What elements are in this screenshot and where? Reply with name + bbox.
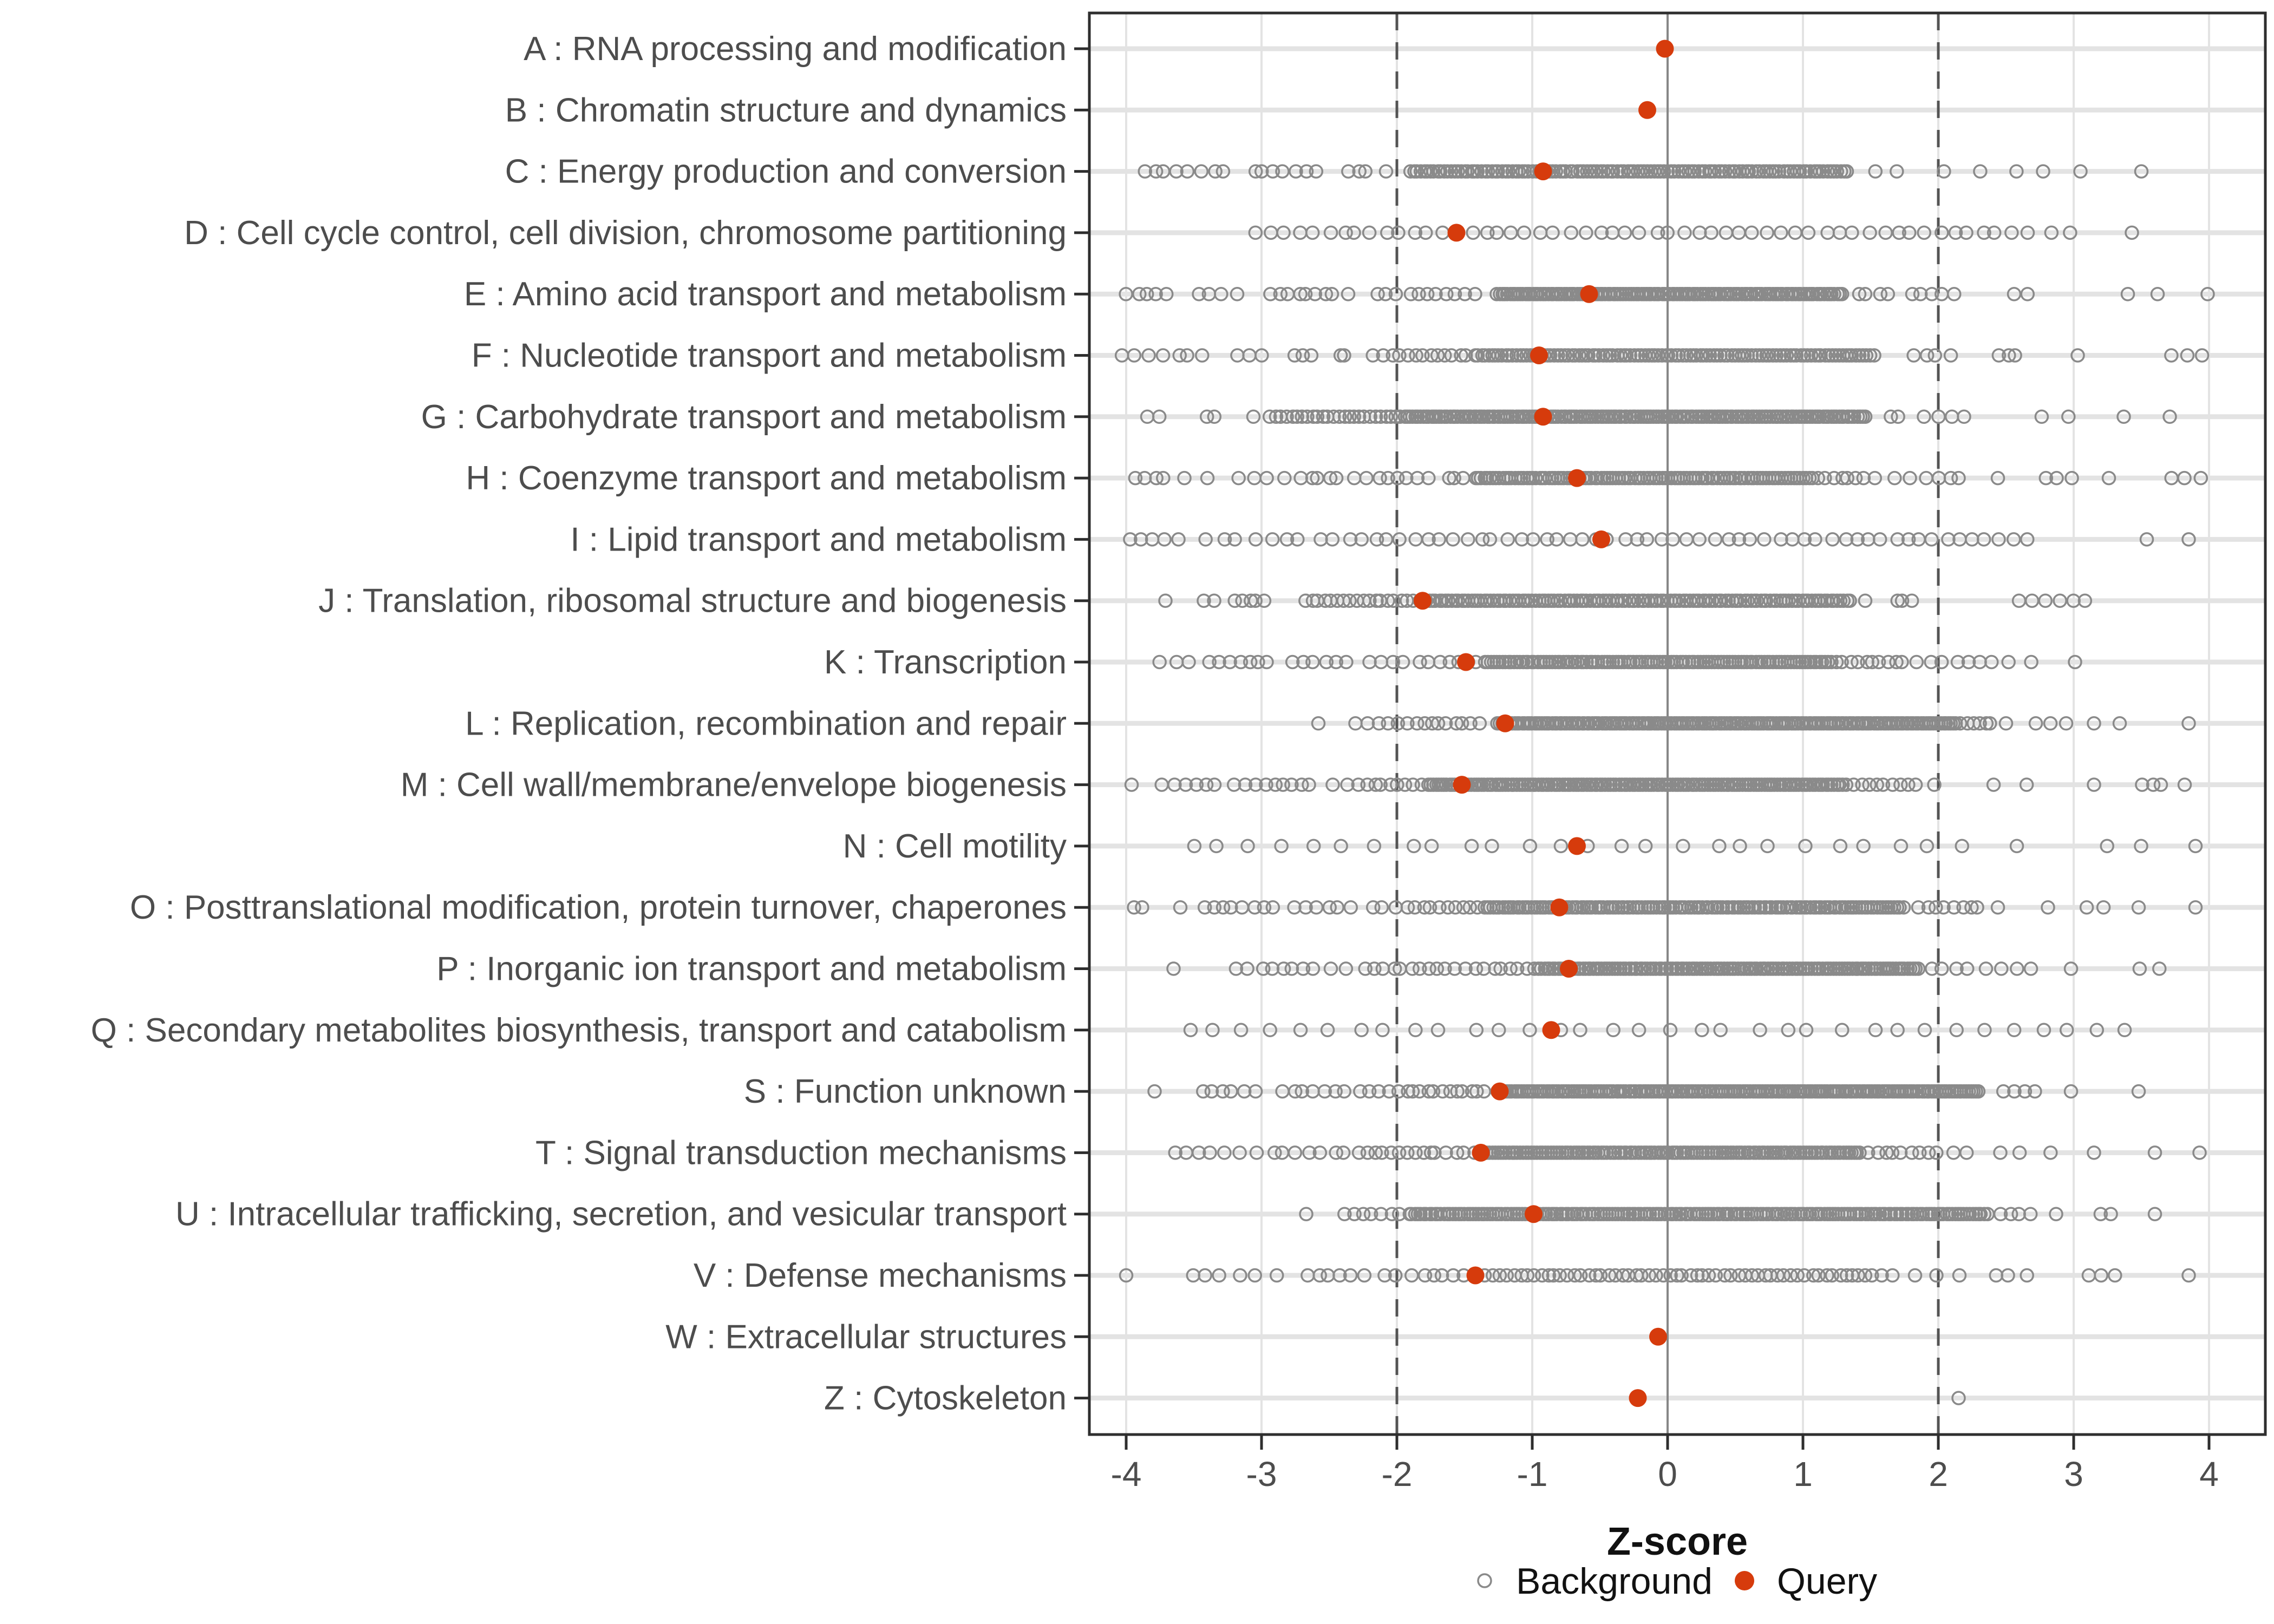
query-point bbox=[1530, 346, 1548, 364]
category-label: T : Signal transduction mechanisms bbox=[535, 1134, 1067, 1172]
x-tick-label: 3 bbox=[2064, 1455, 2083, 1494]
query-point bbox=[1638, 101, 1656, 119]
category-label: F : Nucleotide transport and metabolism bbox=[471, 337, 1067, 375]
query-point bbox=[1568, 469, 1586, 487]
x-tick-label: 0 bbox=[1658, 1455, 1677, 1494]
category-label: N : Cell motility bbox=[842, 827, 1067, 865]
query-point bbox=[1543, 1021, 1560, 1039]
category-label: K : Transcription bbox=[824, 644, 1067, 681]
query-point bbox=[1649, 1328, 1667, 1346]
category-label: J : Translation, ribosomal structure and biogenesis bbox=[318, 582, 1067, 620]
query-point bbox=[1457, 653, 1475, 671]
query-point bbox=[1414, 592, 1432, 610]
category-label: O : Posttranslational modification, protein turnover, chaperones bbox=[129, 889, 1067, 927]
query-point bbox=[1551, 899, 1569, 916]
query-point bbox=[1568, 837, 1586, 855]
category-label: P : Inorganic ion transport and metabolism bbox=[436, 950, 1067, 988]
category-label: L : Replication, recombination and repair bbox=[465, 705, 1067, 743]
category-label: Z : Cytoskeleton bbox=[824, 1379, 1067, 1417]
legend-query-marker-icon bbox=[1735, 1571, 1754, 1590]
category-label: Q : Secondary metabolites biosynthesis, transport and catabolism bbox=[90, 1011, 1067, 1049]
x-tick-label: 4 bbox=[2199, 1455, 2219, 1494]
category-label: G : Carbohydrate transport and metabolism bbox=[421, 398, 1067, 436]
category-label: B : Chromatin structure and dynamics bbox=[505, 91, 1067, 129]
legend-background-label: Background bbox=[1516, 1561, 1713, 1602]
category-label: W : Extracellular structures bbox=[665, 1318, 1067, 1356]
x-tick-label: -4 bbox=[1110, 1455, 1142, 1494]
x-tick-label: -3 bbox=[1246, 1455, 1277, 1494]
x-tick-label: -1 bbox=[1517, 1455, 1548, 1494]
query-point bbox=[1656, 40, 1674, 58]
category-label: H : Coenzyme transport and metabolism bbox=[466, 460, 1067, 497]
legend-query-label: Query bbox=[1777, 1561, 1878, 1602]
query-point bbox=[1525, 1205, 1543, 1223]
category-label: M : Cell wall/membrane/envelope biogenesis bbox=[400, 766, 1067, 804]
legend bbox=[1478, 1561, 1877, 1602]
query-point bbox=[1629, 1389, 1647, 1407]
query-point bbox=[1453, 776, 1471, 794]
query-point bbox=[1534, 408, 1552, 425]
category-label: I : Lipid transport and metabolism bbox=[570, 521, 1067, 559]
category-label: U : Intracellular trafficking, secretion, and vesicular transport bbox=[175, 1195, 1067, 1233]
x-tick-label: 2 bbox=[1929, 1455, 1948, 1494]
query-point bbox=[1534, 162, 1552, 180]
x-tick-label: -2 bbox=[1381, 1455, 1413, 1494]
category-label: A : RNA processing and modification bbox=[524, 30, 1067, 68]
query-point bbox=[1467, 1267, 1485, 1285]
query-point bbox=[1580, 285, 1598, 303]
category-label: V : Defense mechanisms bbox=[693, 1257, 1067, 1294]
category-label: C : Energy production and conversion bbox=[505, 153, 1067, 191]
category-label: D : Cell cycle control, cell division, chromosome partitioning bbox=[184, 214, 1067, 252]
query-point bbox=[1560, 960, 1578, 978]
query-point bbox=[1497, 715, 1514, 732]
query-point bbox=[1472, 1144, 1490, 1162]
legend-background-marker-icon bbox=[1478, 1574, 1491, 1587]
query-point bbox=[1491, 1083, 1509, 1101]
category-label: E : Amino acid transport and metabolism bbox=[463, 276, 1067, 313]
query-point bbox=[1592, 531, 1610, 548]
category-label: S : Function unknown bbox=[743, 1073, 1067, 1111]
x-tick-label: 1 bbox=[1793, 1455, 1813, 1494]
x-axis-title: Z-score bbox=[1606, 1520, 1748, 1563]
query-point bbox=[1448, 224, 1466, 241]
